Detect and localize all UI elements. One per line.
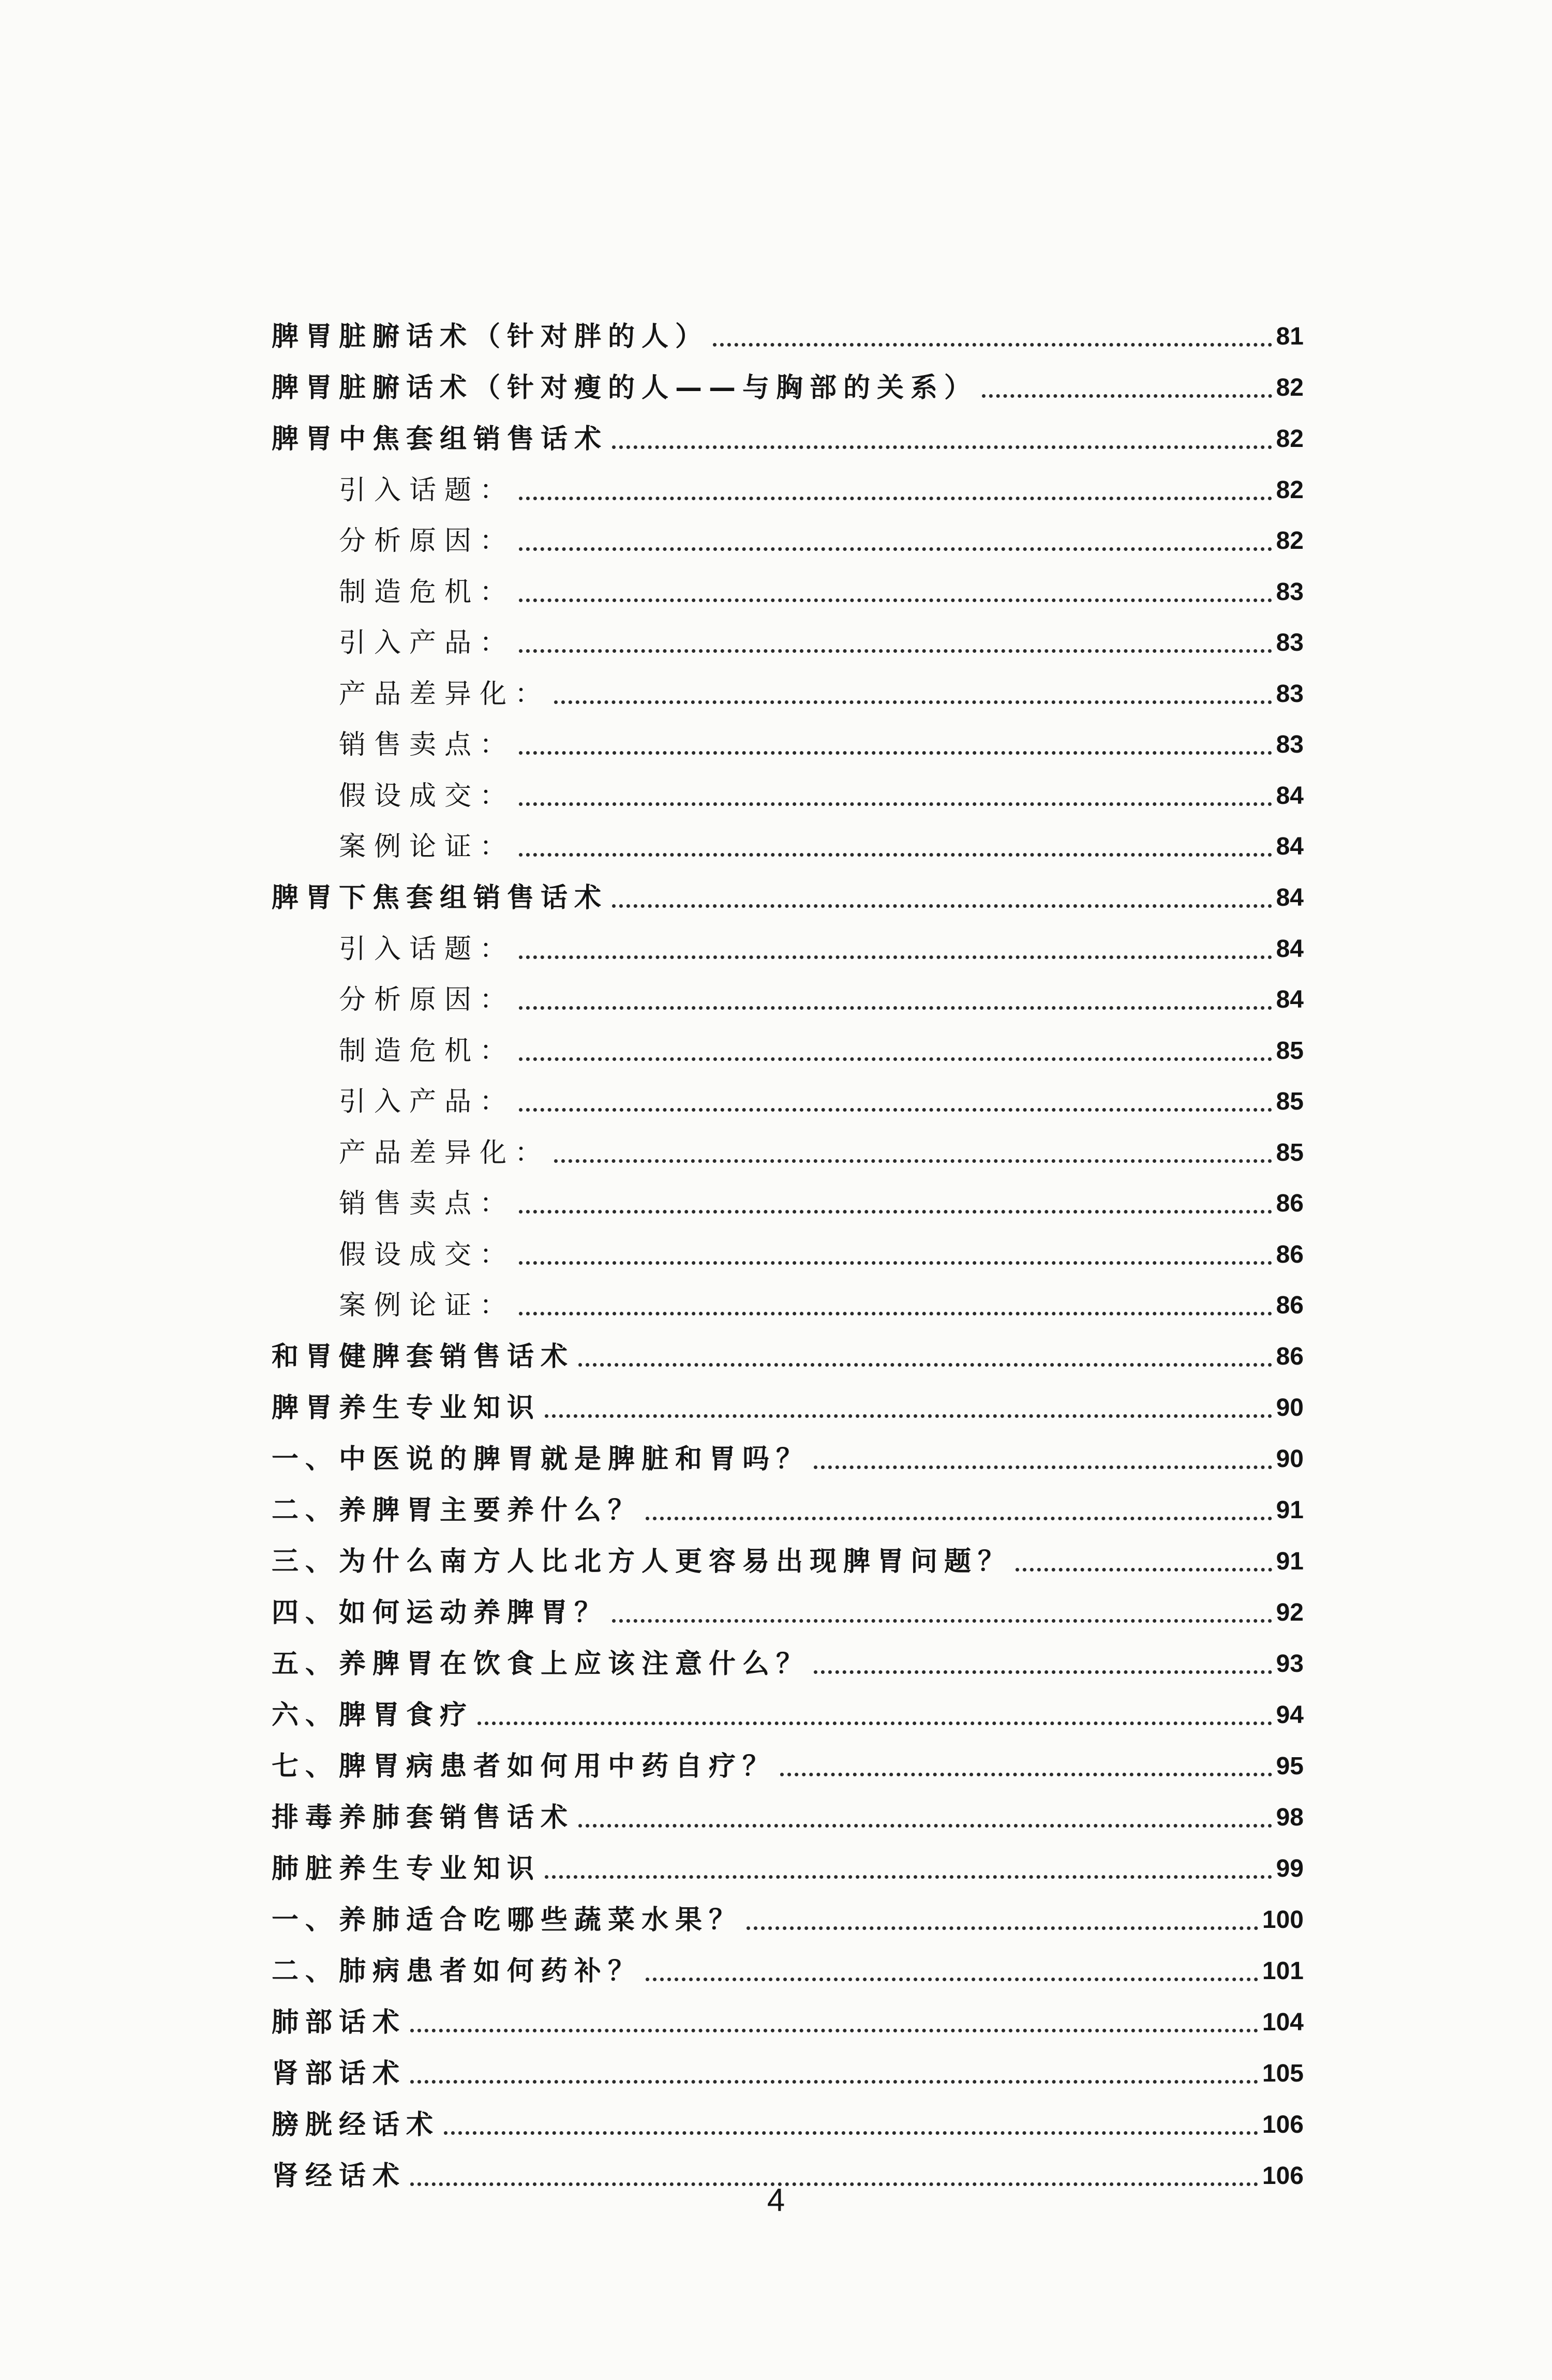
toc-entry (272, 1528, 1304, 1579)
dot-leader (519, 1261, 1272, 1265)
toc-entry-title: 假设成交： (339, 780, 515, 812)
toc-entry-title: 引入话题： (339, 933, 515, 965)
toc-entry (272, 864, 1304, 915)
toc-subentry (272, 711, 1304, 762)
toc-entry-title: 制造危机： (339, 1035, 515, 1067)
toc-entry-title: 一、中医说的脾胃就是脾脏和胃吗？ (272, 1444, 810, 1475)
toc-entry-page: 101 (1262, 1957, 1304, 1985)
dot-leader (519, 1108, 1272, 1112)
toc-entry-page: 85 (1276, 1037, 1304, 1065)
dot-leader (545, 1875, 1272, 1879)
toc-entry-page: 82 (1276, 374, 1304, 401)
toc-entry-page: 82 (1276, 476, 1304, 504)
toc-entry-title: 案例论证： (339, 1290, 515, 1321)
toc-entry-title: 二、肺病患者如何药补？ (272, 1956, 642, 1987)
toc-subentry (272, 1068, 1304, 1119)
toc-entry-page: 90 (1276, 1394, 1304, 1421)
toc-entry-page: 83 (1276, 578, 1304, 606)
dot-leader (578, 1824, 1272, 1828)
toc-subentry (272, 966, 1304, 1017)
toc-entry-page: 104 (1262, 2009, 1304, 2036)
toc-entry-page: 106 (1262, 2162, 1304, 2190)
dot-leader (519, 853, 1272, 857)
dot-leader (519, 955, 1272, 959)
toc-entry (272, 354, 1304, 405)
toc-entry-title: 脾胃中焦套组销售话术 (272, 424, 608, 455)
dot-leader (477, 1722, 1272, 1725)
dot-leader (519, 1006, 1272, 1010)
toc-subentry (272, 1017, 1304, 1068)
toc-entry-title: 制造危机： (339, 576, 515, 608)
toc-entry-title: 销售卖点： (339, 1188, 515, 1219)
toc-subentry (272, 1272, 1304, 1323)
toc-entry-page: 86 (1276, 1343, 1304, 1370)
dot-leader (519, 751, 1272, 755)
dot-leader (519, 1312, 1272, 1315)
toc-entry-title: 二、养脾胃主要养什么？ (272, 1495, 642, 1526)
toc-subentry (272, 456, 1304, 507)
dot-leader (780, 1773, 1272, 1776)
dot-leader (747, 1926, 1258, 1930)
toc-entry-page: 81 (1276, 323, 1304, 350)
toc-entry-page: 84 (1276, 884, 1304, 911)
toc-entry (272, 1374, 1304, 1425)
dot-leader (612, 1619, 1272, 1623)
toc-subentry (272, 1119, 1304, 1170)
toc-entry (272, 1476, 1304, 1528)
toc-entry-title: 六、脾胃食疗 (272, 1700, 474, 1731)
dot-leader (519, 1210, 1272, 1214)
table-of-contents (272, 303, 1304, 2193)
toc-entry-title: 分析原因： (339, 526, 515, 557)
toc-entry-title: 一、养肺适合吃哪些蔬菜水果？ (272, 1905, 743, 1936)
toc-entry-page: 84 (1276, 986, 1304, 1013)
dot-leader (713, 343, 1272, 347)
dot-leader (519, 598, 1272, 602)
dot-leader (545, 1414, 1272, 1418)
toc-entry-page: 83 (1276, 629, 1304, 656)
toc-entry-title: 和胃健脾套销售话术 (272, 1341, 575, 1372)
dot-leader (410, 2080, 1258, 2084)
toc-entry (272, 1579, 1304, 1630)
toc-entry-page: 85 (1276, 1139, 1304, 1166)
toc-entry-page: 100 (1262, 1906, 1304, 1934)
toc-entry (272, 1630, 1304, 1681)
toc-entry-title: 排毒养肺套销售话术 (272, 1802, 575, 1833)
toc-entry-title: 七、脾胃病患者如何用中药自疗？ (272, 1751, 777, 1782)
dot-leader (578, 1363, 1272, 1367)
toc-subentry (272, 609, 1304, 661)
dot-leader (982, 394, 1272, 398)
toc-entry-title: 肺脏养生专业知识 (272, 1853, 541, 1884)
toc-entry-title: 引入产品： (339, 1086, 515, 1117)
toc-entry-title: 产品差异化： (339, 1137, 550, 1169)
toc-entry-title: 膀胱经话术 (272, 2109, 440, 2140)
toc-entry (272, 1425, 1304, 1476)
toc-entry (272, 1886, 1304, 1937)
dot-leader (1016, 1568, 1272, 1571)
toc-entry-page: 92 (1276, 1599, 1304, 1626)
toc-entry-page: 94 (1276, 1701, 1304, 1729)
toc-entry-page: 85 (1276, 1088, 1304, 1115)
toc-entry-title: 肾经话术 (272, 2161, 407, 2192)
toc-entry (272, 405, 1304, 456)
toc-entry-title: 四、如何运动养脾胃？ (272, 1597, 608, 1628)
toc-entry-title: 引入产品： (339, 627, 515, 658)
toc-entry (272, 1835, 1304, 1886)
toc-entry-title: 产品差异化： (339, 678, 550, 710)
toc-entry-page: 106 (1262, 2111, 1304, 2138)
toc-entry-page: 84 (1276, 935, 1304, 963)
toc-entry-title: 销售卖点： (339, 729, 515, 760)
dot-leader (519, 547, 1272, 551)
dot-leader (519, 497, 1272, 500)
toc-entry-page: 99 (1276, 1855, 1304, 1882)
toc-subentry (272, 813, 1304, 864)
page-number: 4 (767, 2182, 785, 2218)
dot-leader (554, 1159, 1272, 1163)
dot-leader (646, 1517, 1272, 1520)
toc-entry-title: 案例论证： (339, 831, 515, 862)
toc-entry-title: 脾胃脏腑话术（针对瘦的人——与胸部的关系） (272, 372, 978, 403)
toc-entry-page: 86 (1276, 1190, 1304, 1217)
toc-entry-title: 分析原因： (339, 984, 515, 1015)
toc-subentry (272, 1170, 1304, 1221)
toc-entry-page: 84 (1276, 833, 1304, 860)
toc-entry-page: 86 (1276, 1240, 1304, 1268)
toc-entry-title: 假设成交： (339, 1239, 515, 1270)
toc-entry-title: 引入话题： (339, 474, 515, 506)
toc-entry-page: 105 (1262, 2060, 1304, 2087)
toc-entry-title: 脾胃养生专业知识 (272, 1393, 541, 1424)
toc-entry-page: 82 (1276, 527, 1304, 555)
toc-entry (272, 1988, 1304, 2040)
dot-leader (444, 2131, 1258, 2135)
toc-subentry (272, 1221, 1304, 1272)
toc-entry-page: 86 (1276, 1292, 1304, 1319)
dot-leader (612, 904, 1272, 908)
dot-leader (814, 1465, 1272, 1469)
toc-entry (272, 1937, 1304, 1988)
toc-entry-page: 93 (1276, 1650, 1304, 1678)
toc-entry-page: 95 (1276, 1753, 1304, 1780)
toc-entry-title: 五、养脾胃在饮食上应该注意什么？ (272, 1649, 810, 1680)
dot-leader (519, 802, 1272, 806)
toc-entry-page: 83 (1276, 731, 1304, 758)
toc-subentry (272, 660, 1304, 711)
toc-entry-page: 91 (1276, 1496, 1304, 1524)
toc-entry-page: 90 (1276, 1445, 1304, 1473)
toc-subentry (272, 762, 1304, 813)
dot-leader (612, 445, 1272, 449)
dot-leader (646, 1978, 1258, 1981)
toc-entry-page: 82 (1276, 425, 1304, 453)
toc-entry (272, 1732, 1304, 1784)
toc-entry (272, 2040, 1304, 2091)
toc-entry-title: 脾胃下焦套组销售话术 (272, 882, 608, 914)
dot-leader (519, 649, 1272, 653)
toc-entry-page: 83 (1276, 680, 1304, 708)
toc-subentry (272, 558, 1304, 609)
toc-entry (272, 1784, 1304, 1835)
toc-entry-title: 肾部话术 (272, 2058, 407, 2089)
toc-subentry (272, 915, 1304, 966)
toc-entry (272, 1681, 1304, 1732)
toc-entry-title: 肺部话术 (272, 2007, 407, 2038)
dot-leader (814, 1670, 1272, 1674)
toc-entry-page: 98 (1276, 1804, 1304, 1831)
toc-entry-page: 91 (1276, 1548, 1304, 1575)
toc-entry-page: 84 (1276, 782, 1304, 810)
dot-leader (410, 2029, 1258, 2032)
dot-leader (519, 1057, 1272, 1061)
toc-subentry (272, 507, 1304, 559)
dot-leader (554, 700, 1272, 704)
toc-entry (272, 303, 1304, 354)
toc-entry (272, 2091, 1304, 2142)
toc-entry (272, 1323, 1304, 1374)
toc-entry-title: 三、为什么南方人比北方人更容易出现脾胃问题？ (272, 1546, 1012, 1577)
toc-entry-title: 脾胃脏腑话术（针对胖的人） (272, 321, 709, 352)
